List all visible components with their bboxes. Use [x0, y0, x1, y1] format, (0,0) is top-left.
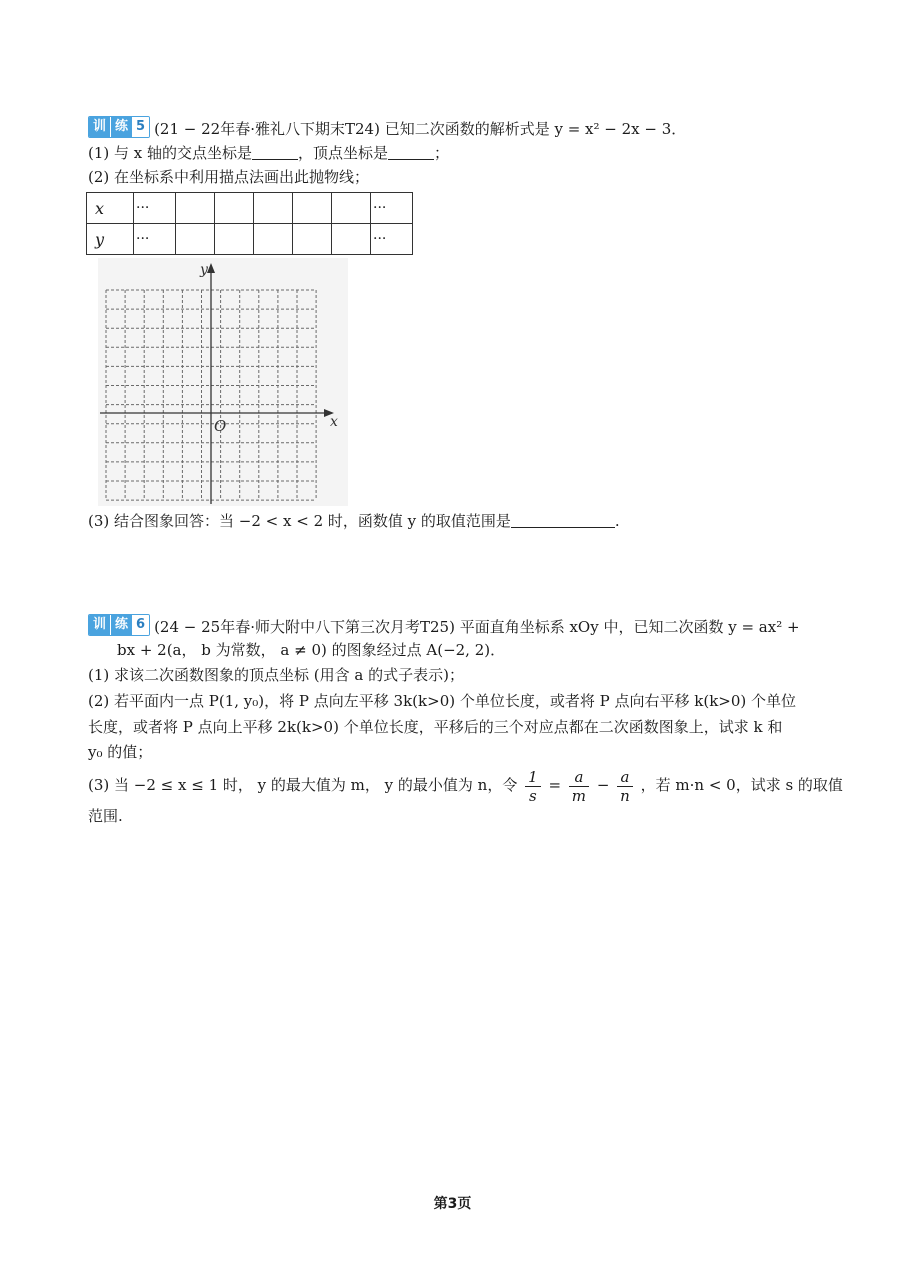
q1-text-a: (1) 与 x 轴的交点坐标是 — [88, 144, 253, 162]
answer-blank-intersection[interactable] — [252, 143, 298, 160]
table-row-x — [87, 193, 413, 224]
problem5-title — [88, 116, 686, 139]
q1-text-b: ，顶点坐标是 — [298, 144, 389, 162]
x-axis-label: x — [330, 414, 338, 430]
fraction-a-over-n: $\frac{a}{n}$ — [617, 768, 633, 805]
table-row-y — [87, 224, 413, 255]
problem6-q3-line2: 范围. — [88, 807, 123, 825]
table-ellipsis: ··· — [134, 224, 176, 255]
problem6-stem-line1: (24 − 25年春·师大附中八下第三次月考T25) 平面直角坐标系 xOy 中，已知二次函数 y = ax² + — [154, 618, 800, 636]
problem5-q1 — [88, 143, 449, 163]
table-cell[interactable] — [332, 193, 371, 224]
problem5-badge: 训 练 5 — [88, 116, 150, 138]
problem6-q1: (1) 求该二次函数图象的顶点坐标 (用含 a 的式子表示)； — [88, 666, 464, 684]
page-number: 第3页 — [433, 1196, 472, 1212]
minus-sign: − — [596, 776, 610, 794]
fraction-1-over-s: $\frac{1}{s}$ — [525, 768, 541, 805]
problem6-q3 — [88, 766, 843, 805]
problem6-q2-line2: 长度，或者将 P 点向上平移 2k(k>0) 个单位长度，平移后的三个对应点都在二次函数图象上，试求 k 和 — [88, 718, 783, 736]
equals-sign: = — [548, 776, 562, 794]
coordinate-grid — [98, 258, 348, 506]
table-cell[interactable] — [176, 193, 215, 224]
problem6-q2-line1: (2) 若平面内一点 P(1, y₀)，将 P 点向左平移 3k(k>0) 个单位长度，或者将 P 点向右平移 k(k>0) 个单位 — [88, 692, 797, 710]
table-cell[interactable] — [293, 224, 332, 255]
table-label-x: x — [87, 193, 134, 224]
answer-blank-vertex[interactable] — [388, 143, 434, 160]
q3-text-a: (3) 结合图象回答：当 −2 < x < 2 时，函数值 y 的取值范围是 — [88, 512, 511, 530]
table-cell[interactable] — [254, 224, 293, 255]
table-cell[interactable] — [332, 224, 371, 255]
table-ellipsis: ··· — [371, 224, 413, 255]
q3-text-b: . — [614, 512, 620, 530]
problem6-title — [88, 614, 800, 637]
q1-text-c: ； — [434, 144, 450, 162]
problem6-stem-line2: bx + 2(a， b 为常数， a ≠ 0) 的图象经过点 A(−2, 2)． — [117, 641, 506, 659]
problem6-q2-line3: y₀ 的值； — [88, 743, 153, 761]
y-axis-label: y — [200, 262, 208, 278]
table-cell[interactable] — [215, 193, 254, 224]
problem5-q2: (2) 在坐标系中利用描点法画出此抛物线； — [88, 168, 370, 186]
table-ellipsis: ··· — [134, 193, 176, 224]
q3-text-b: ，若 m·n < 0，试求 s 的取值 — [640, 776, 843, 794]
table-cell[interactable] — [215, 224, 254, 255]
problem5-stem: 已知二次函数的解析式是 y = x² − 2x − 3． — [384, 120, 687, 138]
table-cell[interactable] — [293, 193, 332, 224]
problem5-source: (21 − 22年春·雅礼八下期末T24) — [154, 120, 380, 138]
origin-label: O — [214, 417, 227, 435]
q3-text-a: (3) 当 −2 ≤ x ≤ 1 时， y 的最大值为 m， y 的最小值为 n，令 — [88, 776, 518, 794]
table-ellipsis: ··· — [371, 193, 413, 224]
fraction-a-over-m: $\frac{a}{m}$ — [569, 768, 589, 805]
problem6-badge: 训 练 6 — [88, 614, 150, 636]
answer-blank-range[interactable] — [511, 511, 615, 528]
table-label-y: y — [87, 224, 134, 255]
value-table — [86, 192, 413, 255]
table-cell[interactable] — [176, 224, 215, 255]
problem5-q3 — [88, 511, 620, 531]
table-cell[interactable] — [254, 193, 293, 224]
